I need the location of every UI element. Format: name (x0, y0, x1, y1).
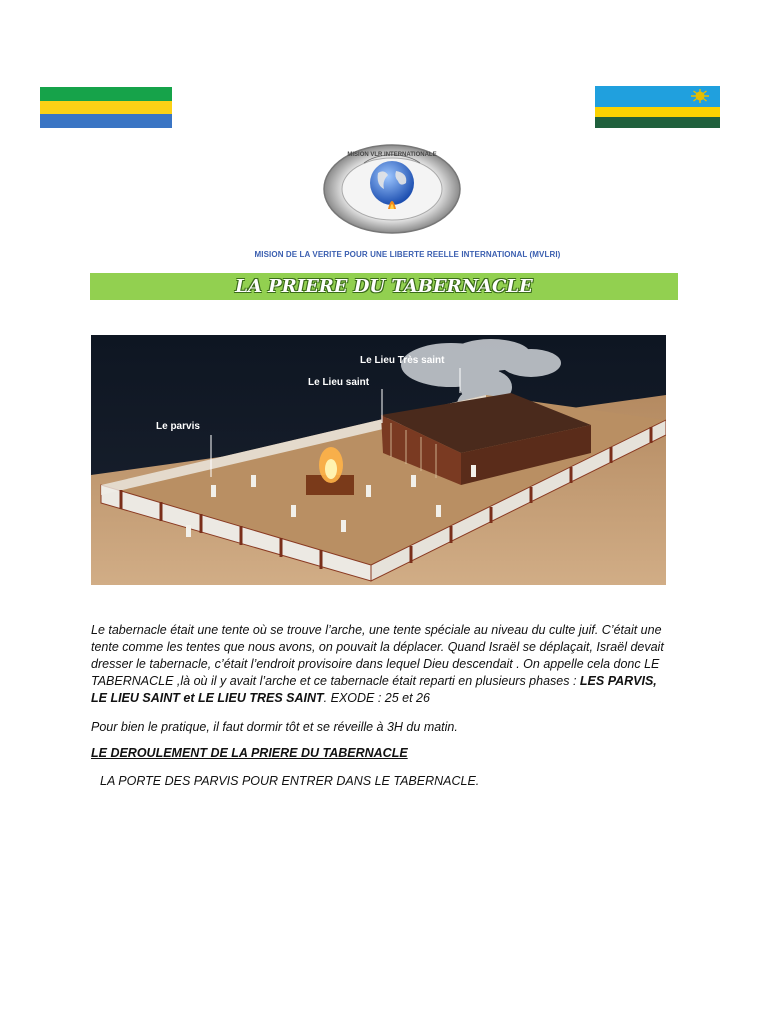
tabernacle-scene (91, 335, 666, 585)
rwanda-flag-icon (595, 86, 720, 128)
page-title: LA PRIERE DU TABERNACLE (235, 276, 533, 297)
section-heading: LE DEROULEMENT DE LA PRIERE DU TABERNACLE (91, 746, 408, 760)
tabernacle-illustration (91, 335, 666, 585)
label-courtyard: Le parvis (156, 421, 200, 432)
gabon-flag-icon (40, 87, 172, 128)
intro-paragraph (91, 622, 671, 707)
title-banner (90, 273, 678, 300)
label-holy-of-holies: Le Lieu Très saint (360, 355, 445, 366)
section-subheading: LA PORTE DES PARVIS POUR ENTRER DANS LE TABERNACLE. (100, 774, 480, 788)
intro-end: . EXODE : 25 et 26 (323, 691, 430, 705)
logo-ring-text: MISION VLR INTERNATIONALE (347, 152, 437, 158)
intro-bold-phases: LES PARVIS, LE LIEU SAINT et LE LIEU TRES SAINT (91, 674, 657, 705)
intro-text: Le tabernacle était une tente où se trouve l’arche, une tente spéciale au niveau du culte juif. C’était une tente comme les tentes que nous avons, on pouvait la déplacer. Quand Israël se déplaçait, Israël devait dresser le tabernacle, c’était l’endroit provisoire dans lequel Dieu descendait . On appelle cela donc LE TABERNACLE ,là où il y avait l’arche et ce tabernacle était reparti en plusieurs phases : (91, 623, 664, 688)
mvlri-logo-icon (322, 143, 462, 235)
practice-paragraph: Pour bien le pratique, il faut dormir tôt et se réveille à 3H du matin. (91, 720, 458, 734)
organization-name: MISION DE LA VERITE POUR UNE LIBERTE REELLE INTERNATIONAL (MVLRI) (254, 250, 561, 259)
label-holy-place: Le Lieu saint (308, 377, 370, 388)
